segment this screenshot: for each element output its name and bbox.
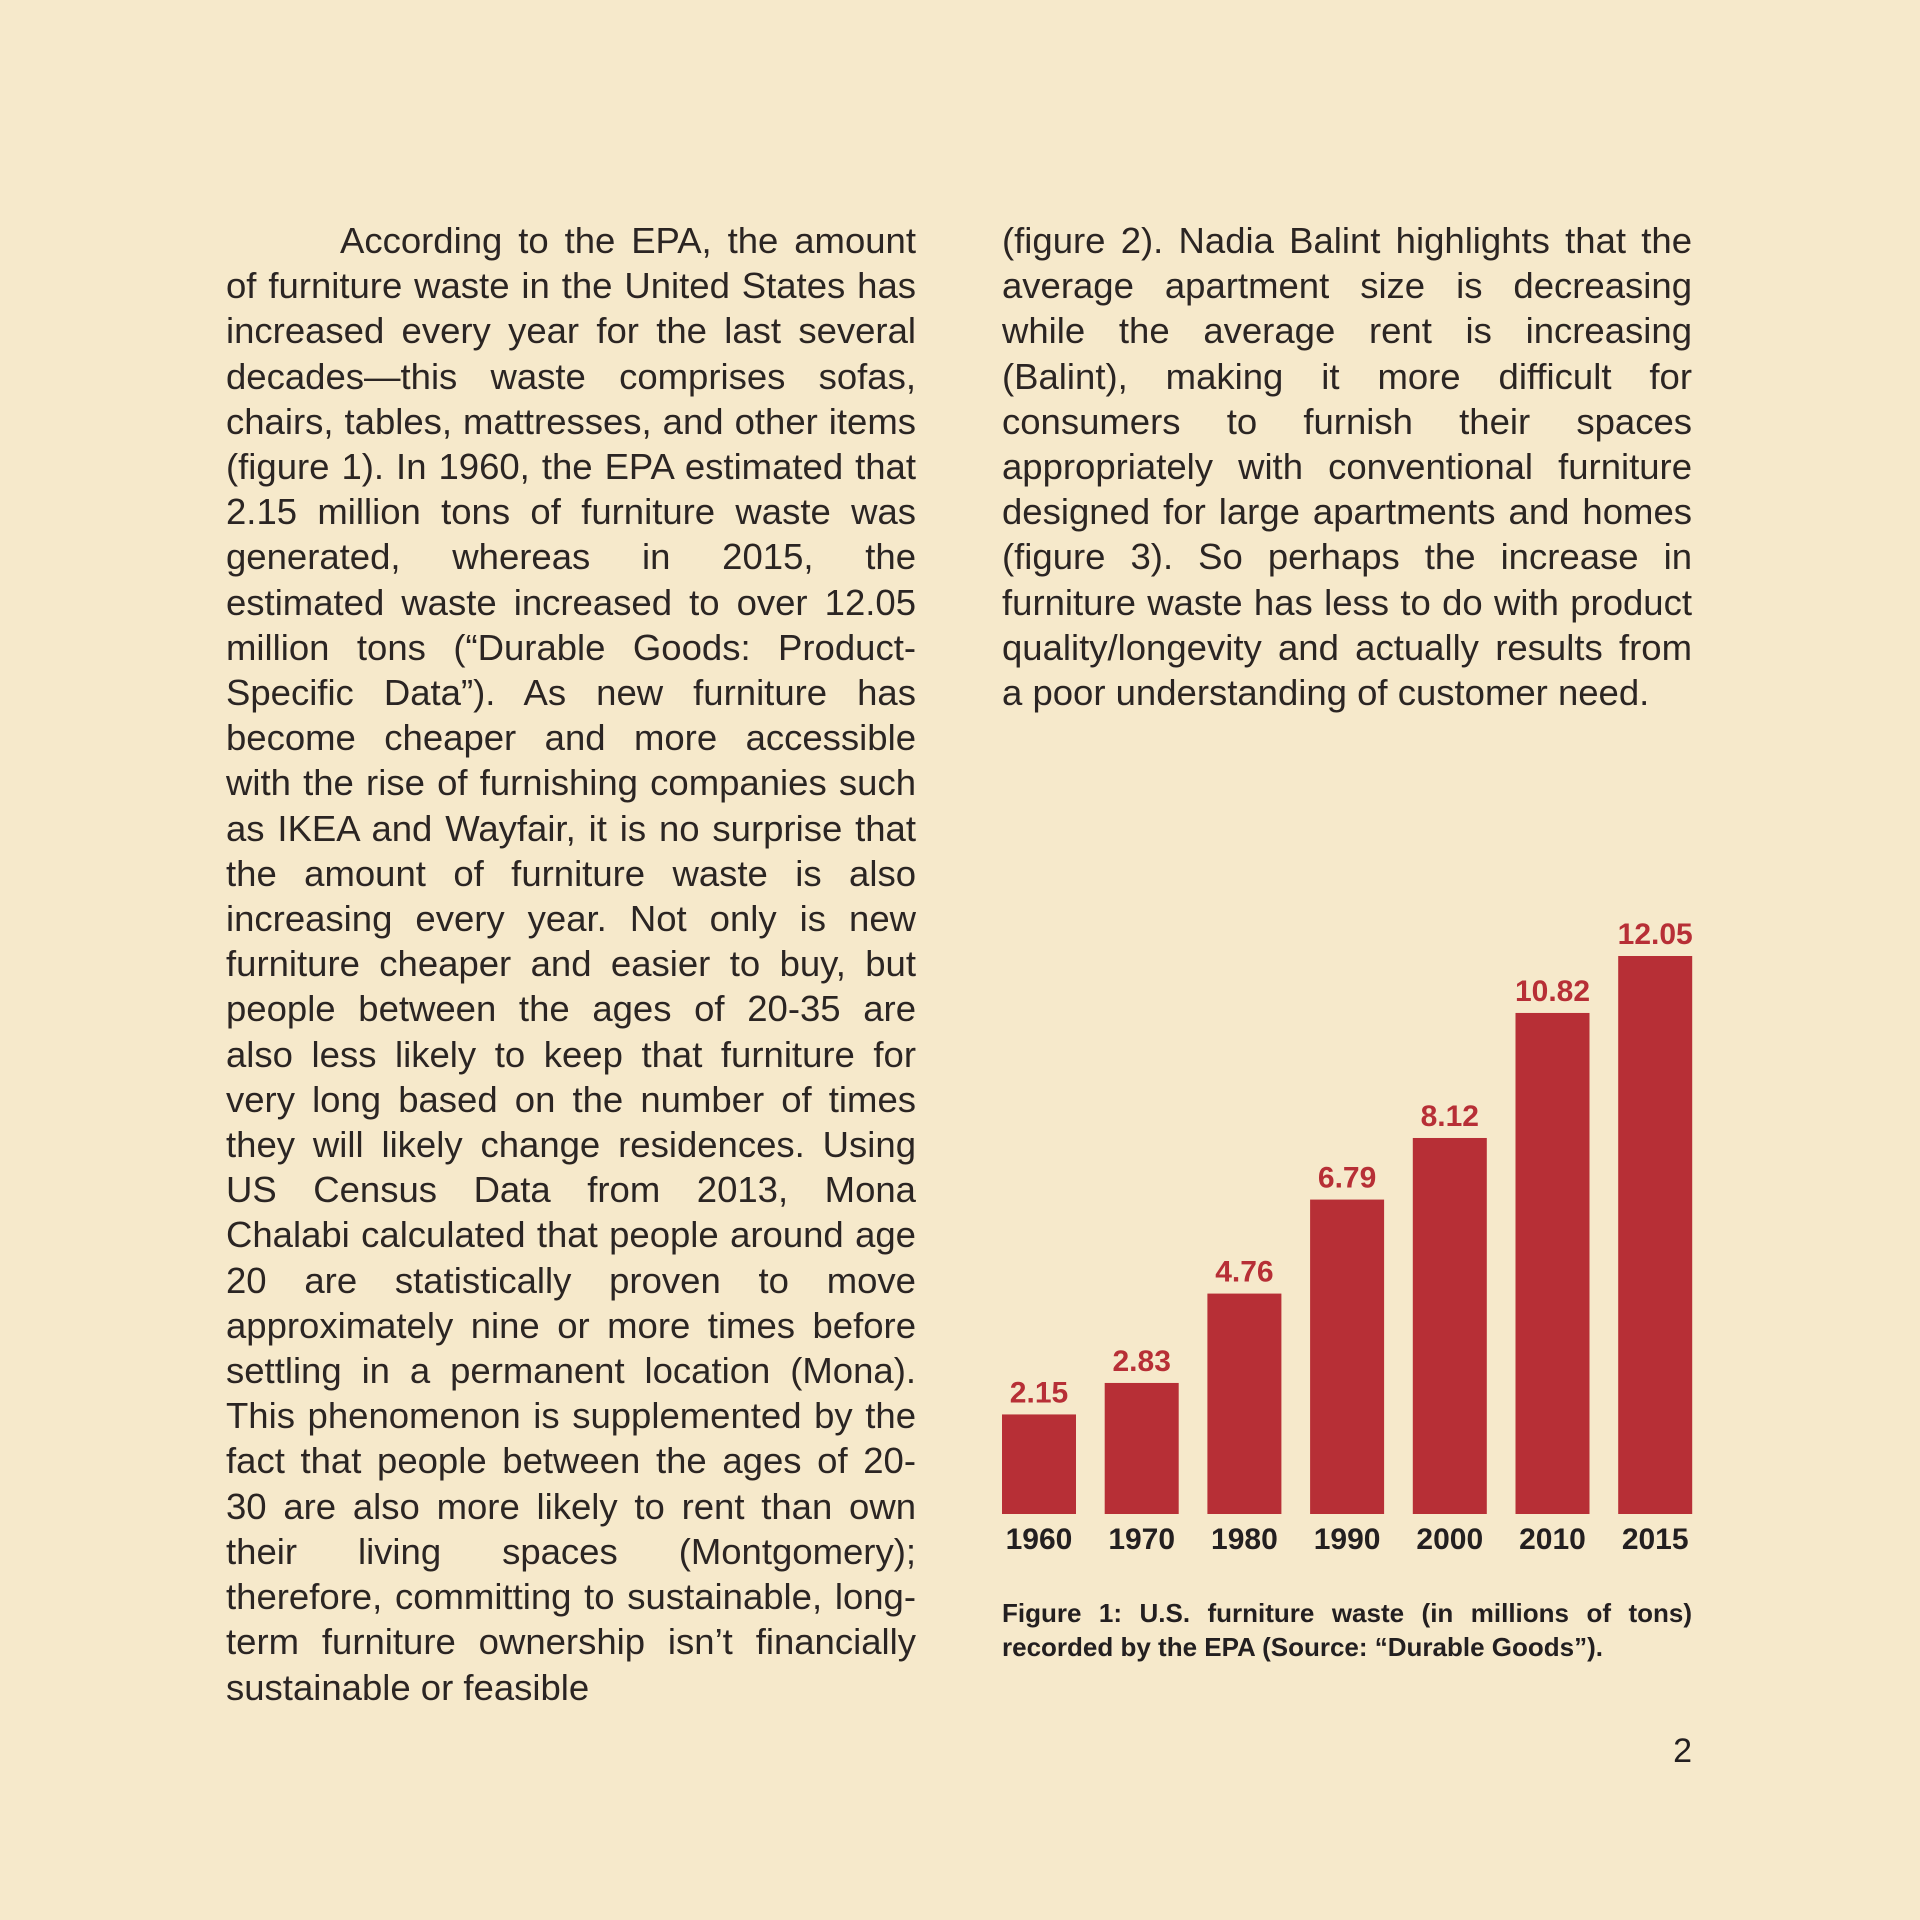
bar-2000 — [1413, 1138, 1487, 1514]
page-number: 2 — [1673, 1732, 1692, 1770]
category-label-2010: 2010 — [1519, 1523, 1586, 1556]
bar-1980 — [1207, 1294, 1281, 1514]
bar-1990 — [1310, 1200, 1384, 1514]
body-paragraph-2: (figure 2). Nadia Balint highlights that the average apartment size is decreasing while the average rent is increasing (Balint), making it more difficult for consumers to furnish their spaces appropriately with conventional furniture designed for large apartments and homes (figure 3). So perhaps the increase in furniture waste has less to do with product quality/longevity and actually results from a poor understanding of customer need. — [1002, 220, 1692, 714]
bar-1960 — [1002, 1414, 1076, 1514]
category-label-2000: 2000 — [1416, 1523, 1484, 1556]
category-label-1970: 1970 — [1108, 1523, 1176, 1556]
value-label-2015: 12.05 — [1617, 918, 1693, 951]
category-label-1980: 1980 — [1211, 1523, 1278, 1556]
value-label-1960: 2.15 — [1009, 1376, 1069, 1410]
left-text-column — [226, 218, 916, 1710]
value-label-1970: 2.83 — [1112, 1344, 1171, 1378]
bar-2010 — [1516, 1013, 1590, 1514]
value-label-2000: 8.12 — [1420, 1099, 1479, 1133]
category-label-2015: 2015 — [1621, 1523, 1689, 1556]
value-label-2010: 10.82 — [1514, 974, 1591, 1008]
figure-caption: Figure 1: U.S. furniture waste (in millions of tons) recorded by the EPA (Source: “Durable Goods”). — [1002, 1598, 1692, 1662]
chart-canvas — [1002, 740, 1692, 1570]
category-label-1960: 1960 — [1005, 1523, 1073, 1556]
right-text-column — [1002, 218, 1692, 715]
category-label-1990: 1990 — [1313, 1523, 1381, 1556]
bar-1970 — [1105, 1383, 1179, 1514]
furniture-waste-bar-chart — [1002, 740, 1692, 1570]
body-paragraph-1: According to the EPA, the amount of furniture waste in the United States has increased every year for the last several decades—this waste comprises sofas, chairs, tables, mattresses, and other items (figure 1). In 1960, the EPA estimated that 2.15 million tons of furniture waste was generated, whereas in 2015, the estimated waste increased to over 12.05 million tons (“Durable Goods: Product-Specific Data”). As new furniture has become cheaper and more accessible with the rise of furnishing companies such as IKEA and Wayfair, it is no surprise that the amount of furniture waste is also increasing every year. Not only is new furniture cheaper and easier to buy, but people between the ages of 20-35 are also less likely to keep that furniture for very long based on the number of times they will likely change residences. Using US Census Data from 2013, Mona Chalabi calculated that people around age 20 are statistically proven to move approximately nine or more times before settling in a permanent location (Mona). This phenomenon is supplemented by the fact that people between the ages of 20-30 are also more likely to rent than own their living spaces (Montgomery); therefore, committing to sustainable, long-term furniture ownership isn’t financially sustainable or feasible — [226, 220, 916, 1708]
bar-2015 — [1618, 956, 1692, 1514]
value-label-1990: 6.79 — [1317, 1161, 1377, 1195]
value-label-1980: 4.76 — [1215, 1255, 1274, 1289]
